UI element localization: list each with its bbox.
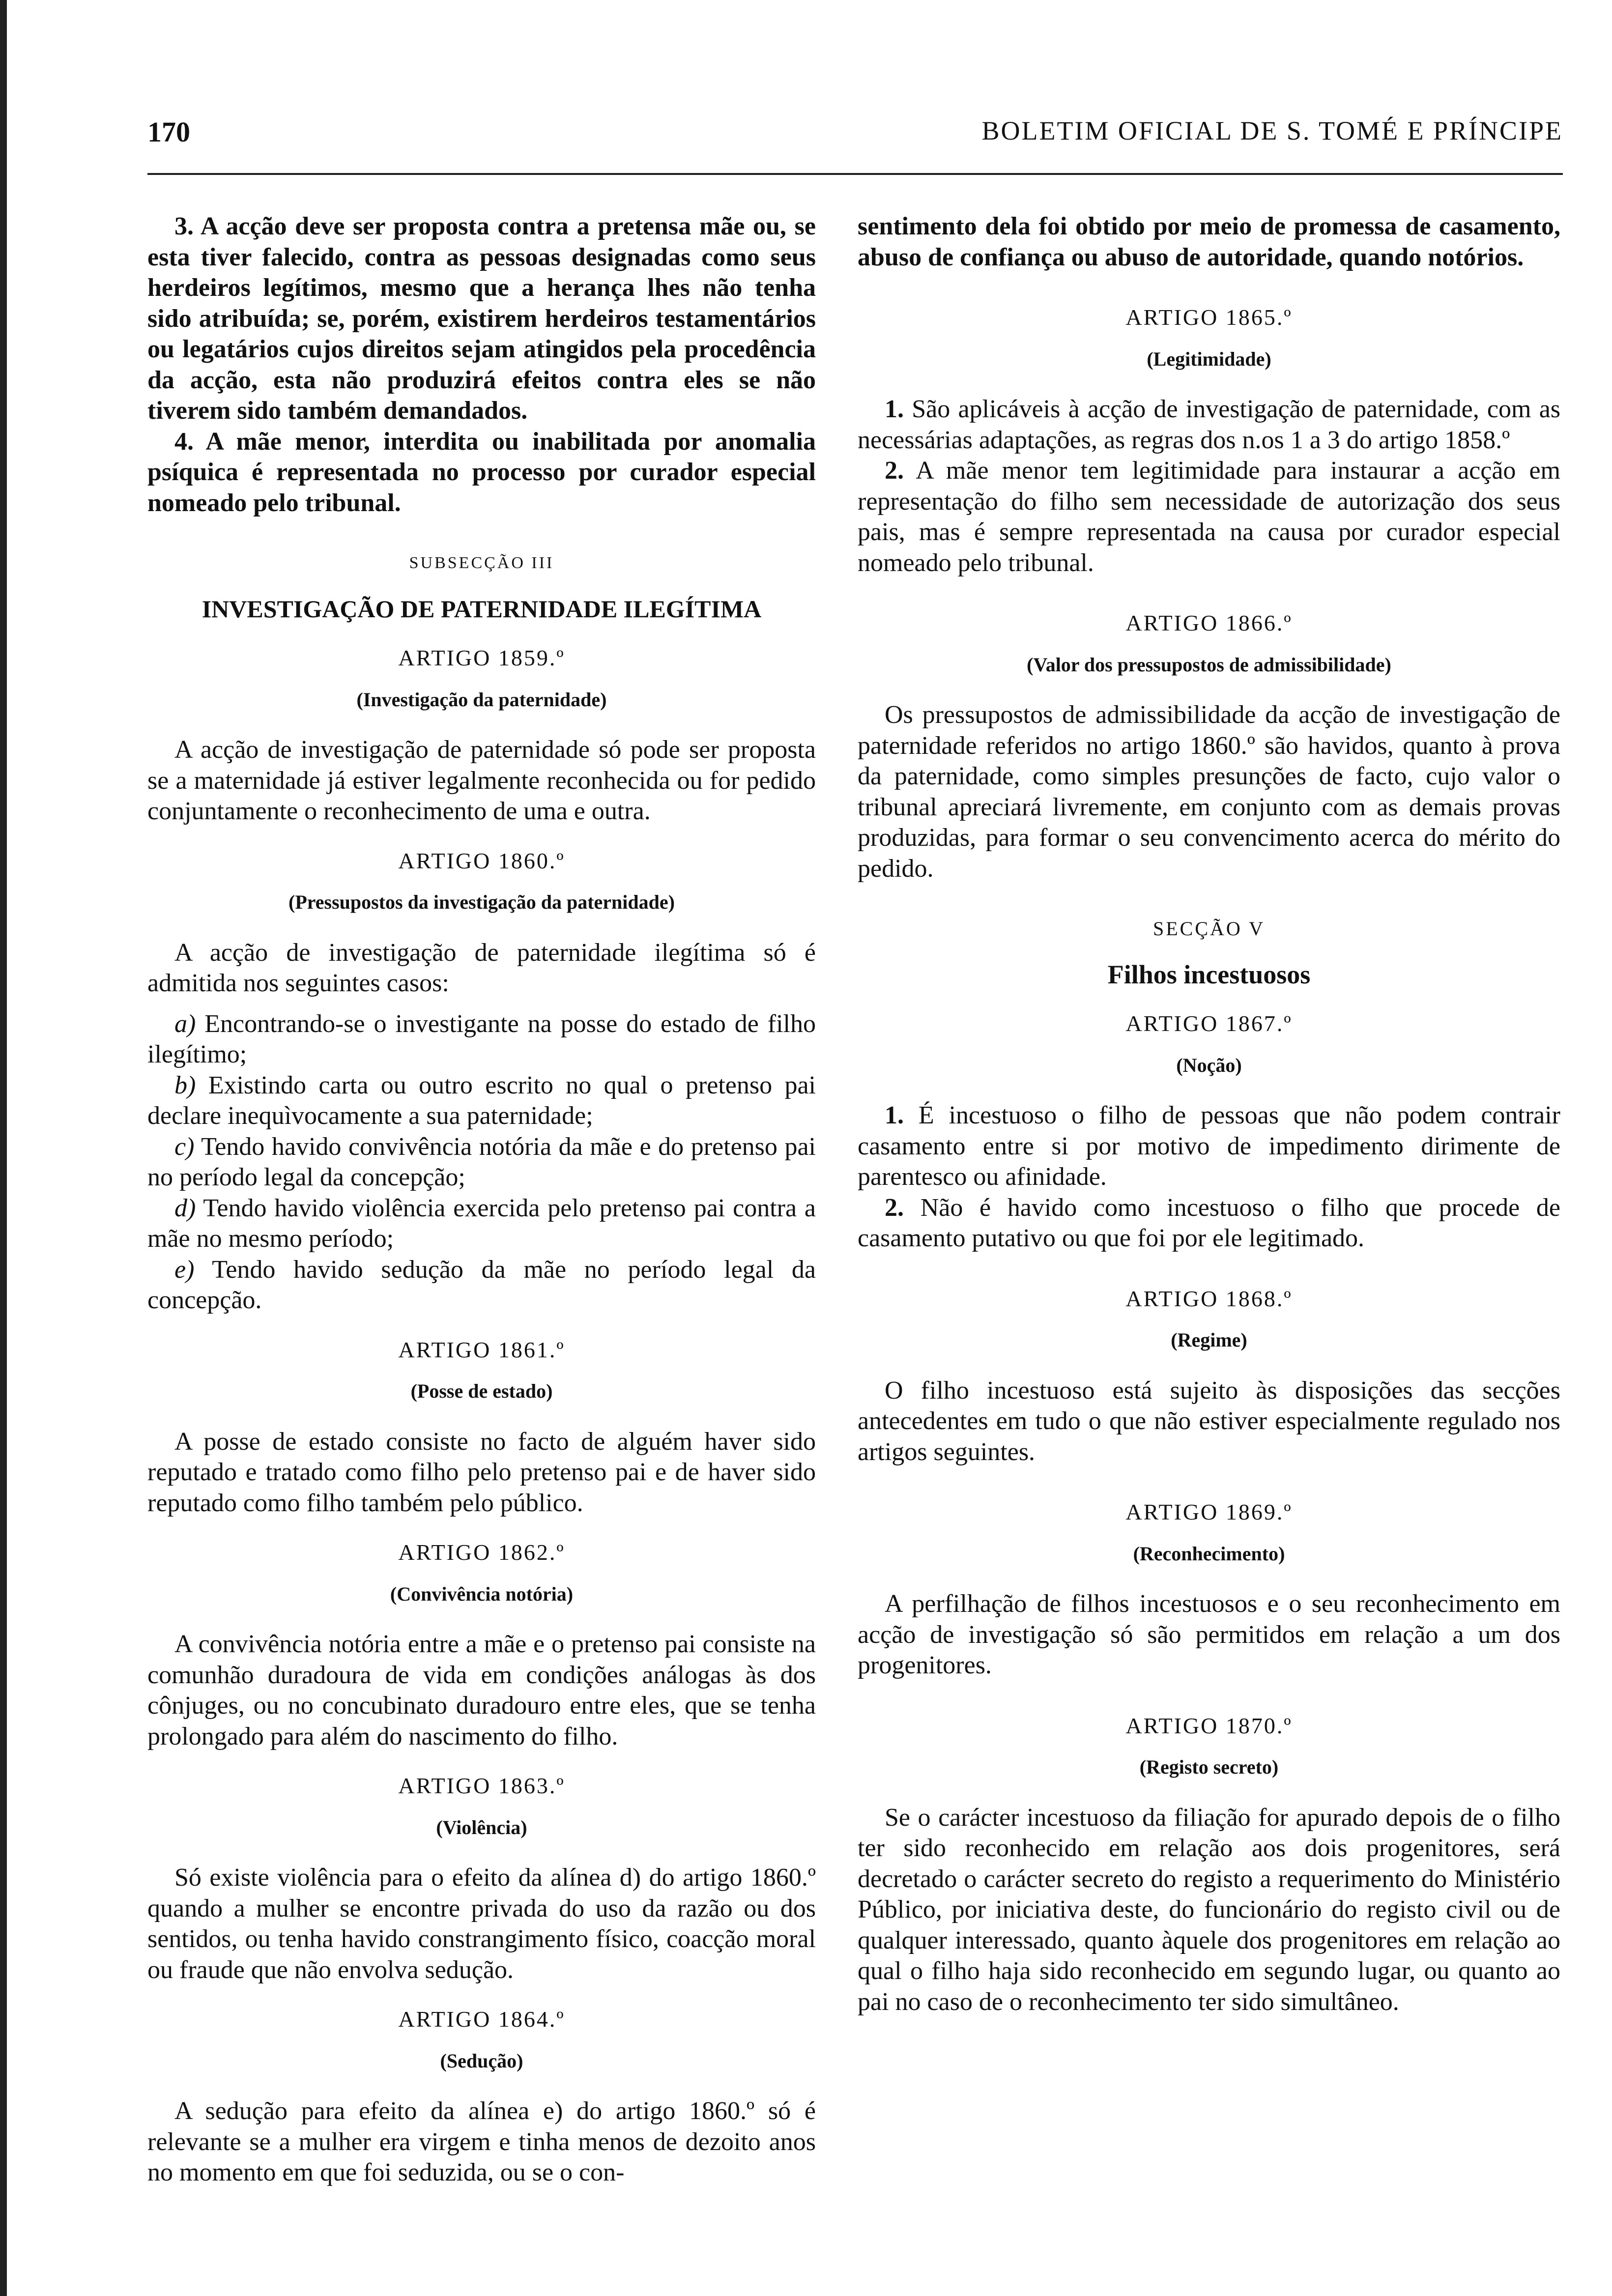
paragraph-text: A acção deve ser proposta contra a pretensa mãe ou, se esta tiver falecido, contra as pessoas designadas como seus herdeiros legítimos, mesmo que a herança lhes não tenha sido atribuída; se, porém, existirem herdeiros testamentários ou legatários cujos direitos sejam atingidos pela procedência da acção, esta não produzirá efeitos contra eles se não tiverem sido também demandados. [147,212,816,425]
article-title: ARTIGO 1870.º [1125,1713,1293,1738]
list-item [147,1193,816,1255]
article-text: A convivência notória entre a mãe e o pretenso pai consiste na comunhão duradoura de vida em condições análogas às dos cônjuges, ou no concubinato duradouro entre eles, que se tenha prolongado para além do nascimento do filho. [147,1630,816,1751]
subsection-label: SUBSECÇÃO III [409,554,554,572]
header-rule [147,173,1563,175]
item-text: Encontrando-se o investigante na posse do estado de filho ilegítimo; [147,1009,816,1068]
paragraph-number: 4. [174,427,194,456]
article-title: ARTIGO 1860.º [398,848,565,873]
article-epigraph: (Posse de estado) [410,1380,553,1402]
article-epigraph: (Convivência notória) [390,1582,574,1605]
article-text: Se o carácter incestuoso da filiação for apurado depois de o filho ter sido reconhecido em relação aos dois progenitores, será decretado o carácter secreto do registo a requerimento do Ministério Público, por iniciativa deste, do funcionário do registo civil ou de qualquer interessado, quanto àquele dos progenitores em relação ao qual o filho haja sido reconhecido em segundo lugar, ou quanto ao pai no caso de o reconhecimento ter sido simultâneo. [858,1803,1560,2016]
paragraph-2 [858,456,1560,578]
page-header [147,115,1563,155]
paragraph-2 [858,1193,1560,1254]
article-text: A acção de investigação de paternidade ilegítima só é admitida nos seguintes casos: [147,938,816,997]
list-item [147,1009,816,1070]
item-label: a) [174,1009,196,1038]
paragraph-text: É incestuoso o filho de pessoas que não podem contrair casamento entre si por motivo de impedimento dirimente de parentesco ou afinidade. [858,1101,1561,1191]
article-title: ARTIGO 1864.º [398,2007,565,2032]
article-text: Os pressupostos de admissibilidade da acção de investigação de paternidade referidos no artigo 1860.º são havidos, quanto à prova da paternidade, como simples presunções de facto, cujo valor o tribunal apreciará livremente, em conjunto com as demais provas produzidas, para formar o seu convencimento acerca do mérito do pedido. [858,701,1560,883]
paragraph-3 [147,211,816,427]
item-label: d) [174,1194,196,1222]
article-epigraph: (Pressupostos da investigação da paternidade) [288,891,675,913]
scan-edge [0,0,7,2296]
article-text: A sedução para efeito da alínea e) do artigo 1860.º só é relevante se a mulher era virgem e tinha menos de dezoito anos no momento em que foi seduzida, ou se o con- [147,2097,816,2186]
section-label: SECÇÃO V [1153,918,1265,940]
item-text: Existindo carta ou outro escrito no qual o pretenso pai declare inequìvocamente a sua paternidade; [147,1071,816,1130]
list-item [147,1132,816,1193]
article-text: A acção de investigação de paternidade só pode ser proposta se a maternidade já estiver legalmente reconhecida ou for pedido conjuntamente o reconhecimento de uma e outra. [147,736,816,825]
article-title: ARTIGO 1862.º [398,1540,565,1565]
list-item [147,1070,816,1132]
publication-title: BOLETIM OFICIAL DE S. TOMÉ E PRÍNCIPE [981,116,1563,145]
item-label: e) [174,1255,195,1284]
right-column [858,211,1560,2017]
article-title: ARTIGO 1868.º [1125,1286,1293,1311]
article-epigraph: (Valor dos pressupostos de admissibilidade) [1027,653,1391,676]
paragraph-text: A mãe menor tem legitimidade para instaurar a acção em representação do filho sem necessidade de autorização dos seus pais, mas é sempre representada na causa por curador especial nomeado pelo tribunal. [858,457,1560,577]
article-epigraph: (Sedução) [440,2049,523,2072]
paragraph-1 [858,1100,1560,1193]
item-text: Tendo havido violência exercida pelo pretenso pai contra a mãe no mesmo período; [147,1194,816,1253]
item-text: Tendo havido sedução da mãe no período legal da concepção. [147,1255,816,1314]
paragraph-number: 1. [885,395,904,423]
item-label: c) [174,1132,195,1161]
item-text: Tendo havido convivência notória da mãe e do pretenso pai no período legal da concepção; [147,1132,816,1191]
article-text: O filho incestuoso está sujeito às disposições das secções antecedentes em tudo o que não estiver especialmente regulado nos artigos seguintes. [858,1376,1560,1466]
page-number: 170 [147,116,190,148]
article-epigraph: (Registo secreto) [1139,1756,1279,1778]
paragraph-4 [147,427,816,519]
list-item [147,1255,816,1316]
article-epigraph: (Regime) [1171,1329,1247,1351]
article-title: ARTIGO 1861.º [398,1337,565,1362]
paragraph-number: 3. [174,212,194,240]
subsection-title: INVESTIGAÇÃO DE PATERNIDADE ILEGÍTIMA [202,595,762,623]
article-epigraph: (Violência) [436,1816,527,1838]
paragraph-number: 2. [885,457,904,485]
article-title: ARTIGO 1867.º [1125,1011,1293,1036]
article-title: ARTIGO 1863.º [398,1773,565,1798]
article-epigraph: (Investigação da paternidade) [356,688,607,711]
paragraph-number: 1. [885,1101,904,1129]
left-column [147,211,816,2188]
article-text: A posse de estado consiste no facto de alguém haver sido reputado e tratado como filho pelo pretenso pai e de haver sido reputado como filho também pelo público. [147,1427,816,1517]
article-epigraph: (Reconhecimento) [1133,1542,1285,1565]
paragraph-text: A mãe menor, interdita ou inabilitada por anomalia psíquica é representada no processo por curador especial nomeado pelo tribunal. [147,427,816,517]
article-title: ARTIGO 1869.º [1125,1499,1293,1524]
article-text: Só existe violência para o efeito da alínea d) do artigo 1860.º quando a mulher se encontre privada do uso da razão ou dos sentidos, ou tenha havido constrangimento físico, coacção moral ou fraude que não envolva sedução. [147,1864,816,1984]
article-title: ARTIGO 1859.º [398,645,565,670]
paragraph-text: Não é havido como incestuoso o filho que procede de casamento putativo ou que foi por ele legitimado. [858,1193,1560,1252]
paragraph-1 [858,394,1560,456]
continued-text: sentimento dela foi obtido por meio de promessa de casamento, abuso de confiança ou abuso de autoridade, quando notórios. [858,212,1560,271]
section-title: Filhos incestuosos [1107,959,1311,989]
paragraph-text: São aplicáveis à acção de investigação de paternidade, com as necessárias adaptações, as regras dos n.os 1 a 3 do artigo 1858.º [858,395,1561,454]
article-epigraph: (Noção) [1176,1054,1242,1076]
article-epigraph: (Legitimidade) [1147,347,1271,370]
article-title: ARTIGO 1865.º [1125,305,1293,330]
article-text: A perfilhação de filhos incestuosos e o seu reconhecimento em acção de investigação só são permitidos em relação a um dos progenitores. [858,1590,1560,1679]
item-label: b) [174,1071,196,1099]
article-title: ARTIGO 1866.º [1125,610,1293,635]
paragraph-number: 2. [885,1193,904,1222]
